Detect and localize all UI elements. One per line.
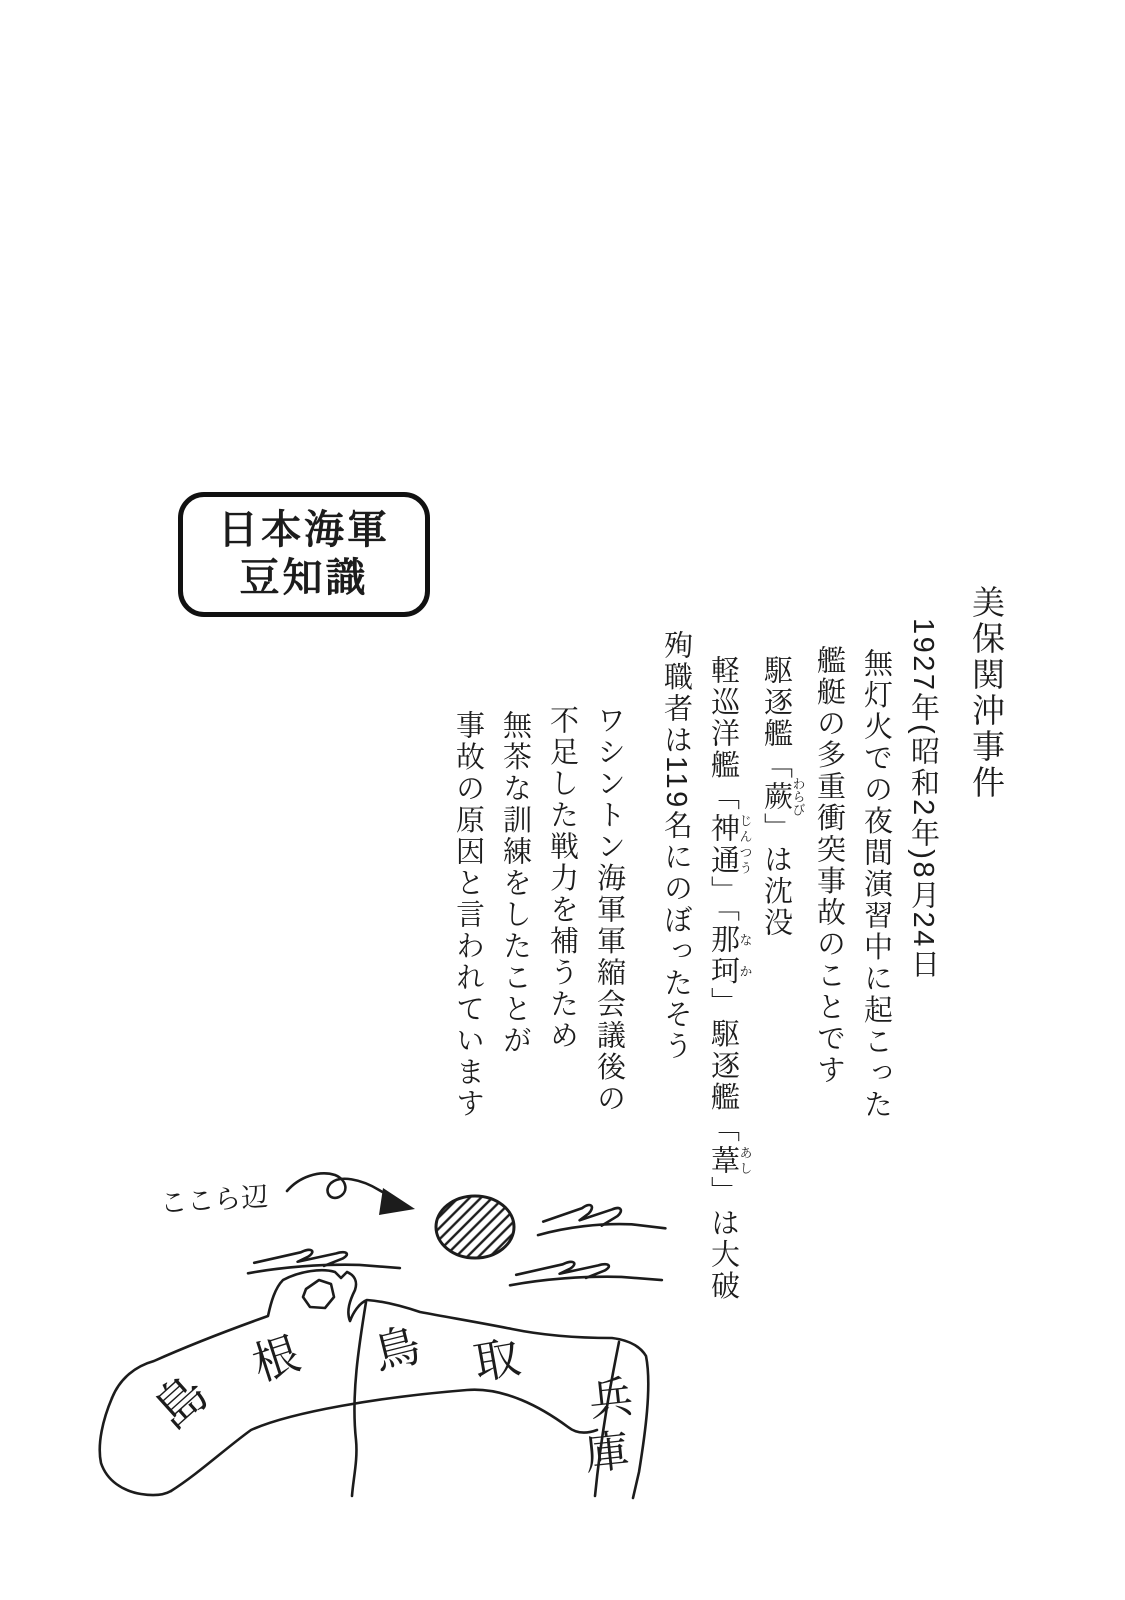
incident-location-marker bbox=[436, 1196, 514, 1258]
text-column: 艦艇の多重衝突事故のことです bbox=[813, 645, 845, 1086]
text-column: 軽巡洋艦「神通じんつう」「那珂なか」駆逐艦「葦あし」は大破 bbox=[707, 655, 753, 1302]
text-column: 無茶な訓練をしたことが bbox=[499, 710, 531, 1057]
pointer-label: ここら辺 bbox=[159, 1181, 269, 1219]
text-column: 無灯火での夜間演習中に起こった bbox=[860, 648, 892, 1121]
badge-line2: 豆知識 bbox=[239, 555, 369, 600]
hand-drawn-map bbox=[0, 1130, 1125, 1600]
prefecture-border bbox=[352, 1302, 366, 1496]
trivia-badge bbox=[178, 492, 430, 617]
wave-icon bbox=[510, 1262, 662, 1285]
text-column: 殉職者は119名にのぼったそう bbox=[660, 630, 692, 1062]
text-column: 1927年(昭和2年)8月24日 bbox=[907, 618, 939, 981]
prefecture-label: 兵 bbox=[586, 1372, 636, 1426]
lake-outline bbox=[303, 1280, 334, 1308]
text-column: 不足した戦力を補うため bbox=[546, 705, 578, 1052]
text-column: 駆逐艦「蕨わらび」は沈没 bbox=[760, 655, 806, 939]
wave-icon bbox=[538, 1205, 665, 1235]
article-title: 美保関沖事件 bbox=[968, 585, 1005, 801]
text-column: ワシントン海軍軍縮会議後の bbox=[593, 705, 625, 1115]
text-column: 事故の原因と言われています bbox=[452, 710, 484, 1120]
prefecture-label: 島 bbox=[143, 1364, 219, 1440]
location-arrow-icon bbox=[287, 1173, 415, 1215]
prefecture-label: 庫 bbox=[582, 1426, 632, 1480]
badge-line1: 日本海軍 bbox=[218, 508, 390, 553]
prefecture-label: 鳥 bbox=[368, 1318, 426, 1380]
prefecture-label: 根 bbox=[246, 1327, 306, 1391]
prefecture-label: 取 bbox=[469, 1330, 525, 1390]
